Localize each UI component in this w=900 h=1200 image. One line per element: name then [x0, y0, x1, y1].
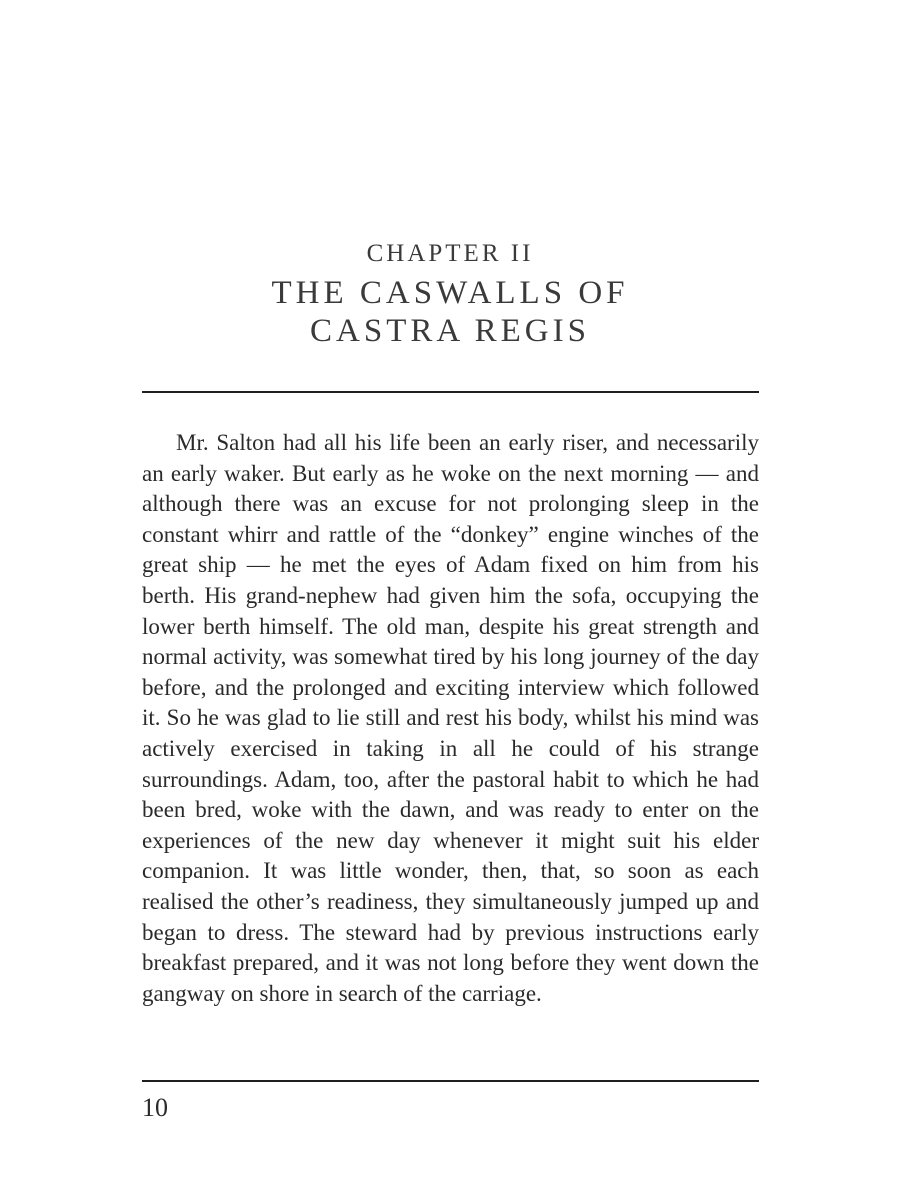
- body-paragraph: Mr. Salton had all his life been an early riser, and necessarily an early waker. But early as he woke on the next morning — and although there was an excuse for not prolonging sleep in the constant whirr and rattle of the “donkey” engine winches of the great ship — he met the eyes of Adam fixed on him from his berth. His grand-nephew had given him the sofa, occupying the lower berth himself. The old man, despite his great strength and normal activity, was somewhat tired by his long journey of the day before, and the prolonged and exciting interview which followed it. So he was glad to lie still and rest his body, whilst his mind was actively exercised in taking in all he could of his strange surroundings. Adam, too, after the pastoral habit to which he had been bred, woke with the dawn, and was ready to enter on the experiences of the new day whenever it might suit his elder companion. It was little wonder, then, that, so soon as each realised the other’s readiness, they simultaneously jumped up and began to dress. The steward had by previous instructions early breakfast prepared, and it was not long before they went down the gangway on shore in search of the carriage.: [142, 430, 759, 1006]
- top-divider: [142, 391, 759, 393]
- chapter-title-line-2: CASTRA REGIS: [310, 313, 590, 349]
- chapter-title: [0, 274, 900, 350]
- bottom-divider: [142, 1080, 759, 1082]
- chapter-label: CHAPTER II: [366, 240, 534, 267]
- chapter-title-line-1: THE CASWALLS OF: [271, 275, 629, 311]
- page-number: 10: [142, 1093, 168, 1122]
